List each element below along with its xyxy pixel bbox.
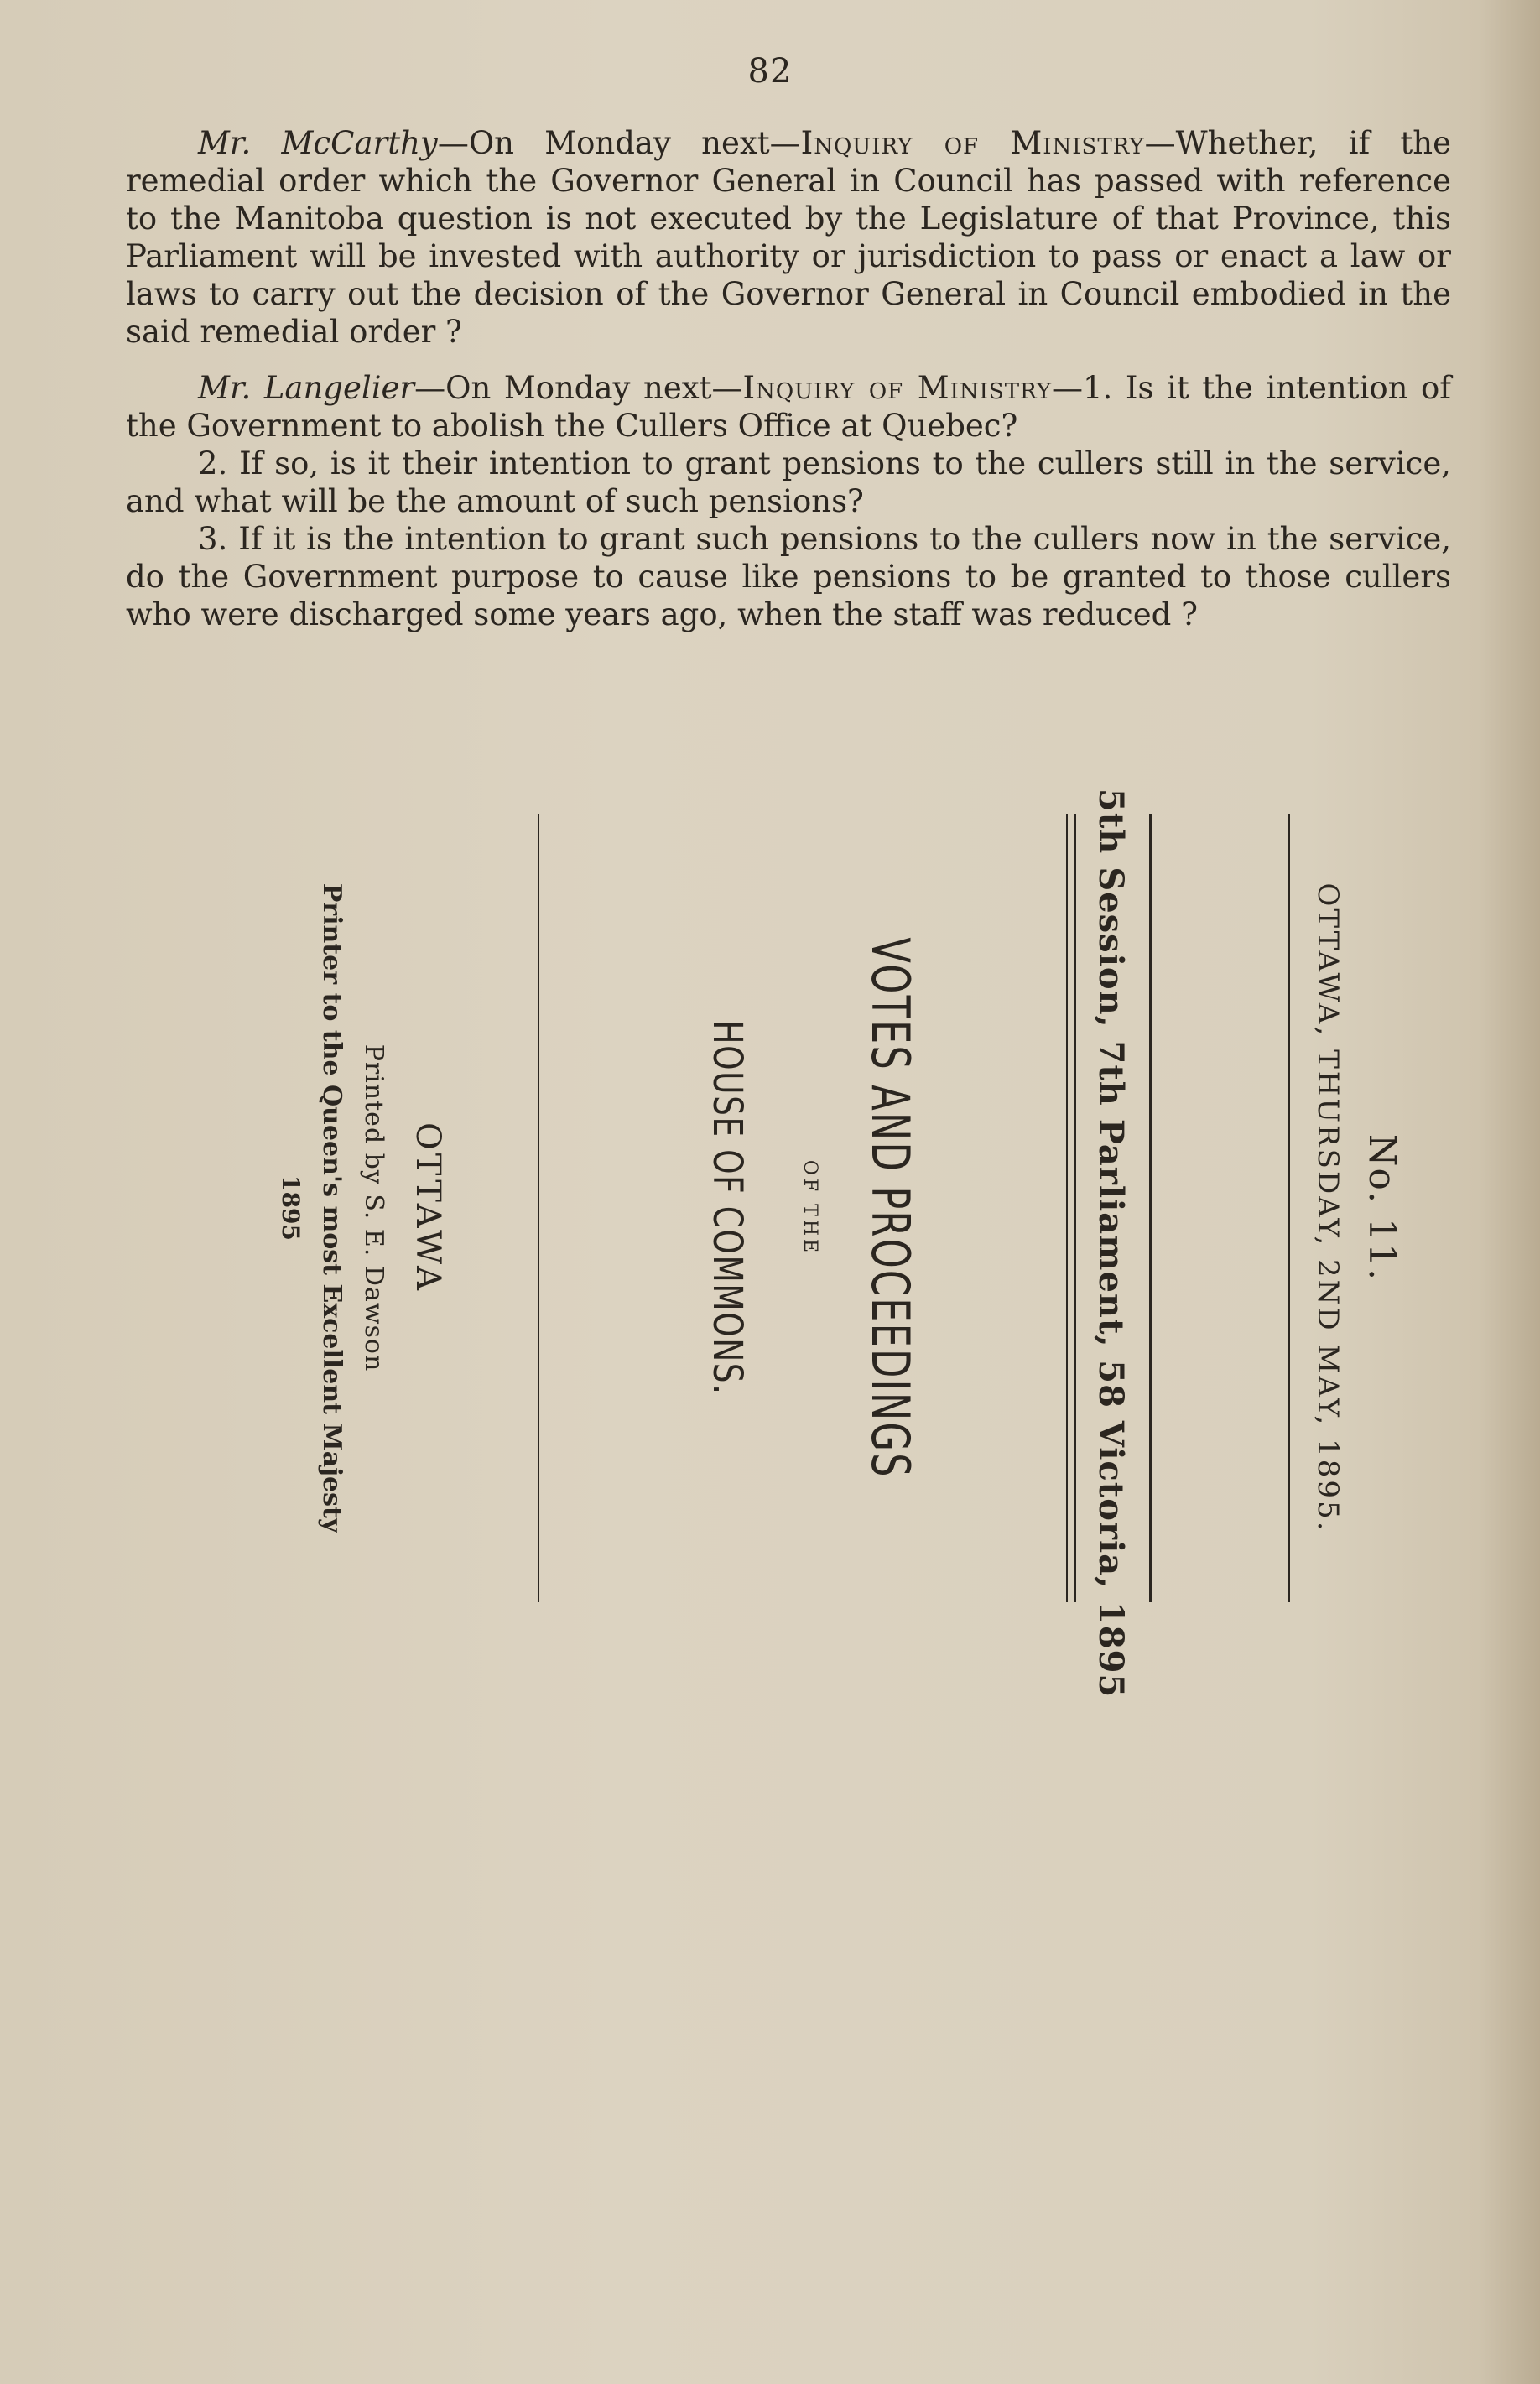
issue-date: OTTAWA, THURSDAY, 2ND MAY, 1895. (1311, 882, 1345, 1533)
printer-name: Printed by S. E. Dawson (359, 1044, 388, 1372)
notice-mccarthy (126, 124, 1451, 351)
notice-paragraph: 3. If it is the intention to grant such pensions to the cullers now in the service, do the Government purpose to cause like pensions to be granted to those cullers who were discharged some years ago, when the staff was reduced ? (126, 521, 1451, 632)
notice-text: —Whether, if the remedial order which the Governor General in Council has passed with reference to the Manitoba question is not executed by the Legislature of that Province, this Parliament will be invested with authority or jurisdiction to pass or enact a law or laws to carry out the decision of the Governor General in Council embodied in the said remedial order ? (126, 125, 1452, 350)
print-year: 1895 (277, 1175, 304, 1241)
session-line: 5th Session, 7th Parliament, 58 Victoria, 1895 (1091, 789, 1131, 1699)
notice-langelier (126, 369, 1451, 445)
title-rule (1074, 814, 1076, 1602)
notices-section (126, 124, 1451, 633)
printer-city: OTTAWA (408, 1122, 447, 1294)
title-rule (1149, 814, 1152, 1602)
house-title: HOUSE OF COMMONS. (704, 1020, 751, 1396)
title-rule (538, 814, 539, 1602)
of-the-line: OF THE (799, 1159, 820, 1257)
title-rule (1066, 814, 1068, 1602)
notice-paragraph: 2. If so, is it their intention to grant pensions to the cullers still in the service, and what will be the amount of such pensions? (126, 445, 1451, 519)
page-number: 82 (747, 52, 793, 91)
main-title: VOTES AND PROCEEDINGS (860, 937, 921, 1479)
member-name: Mr. Langelier (198, 370, 415, 406)
notice-prefix: —On Monday next— (414, 370, 743, 406)
issue-number: No. 11. (1361, 1133, 1403, 1283)
title-rule (1288, 814, 1290, 1602)
rotated-title-block (78, 789, 1462, 1699)
notice-prefix: —On Monday next— (437, 125, 801, 161)
member-name: Mr. McCarthy (198, 125, 438, 161)
notice-heading: Inquiry of Ministry (800, 125, 1145, 161)
notice-text: —1. Is it the intention of the Government to abolish the Cullers Office at Quebec? (126, 370, 1451, 444)
printer-role: Printer to the Queen's most Excellent Majesty (317, 882, 346, 1533)
notice-heading: Inquiry of Ministry (742, 370, 1053, 406)
